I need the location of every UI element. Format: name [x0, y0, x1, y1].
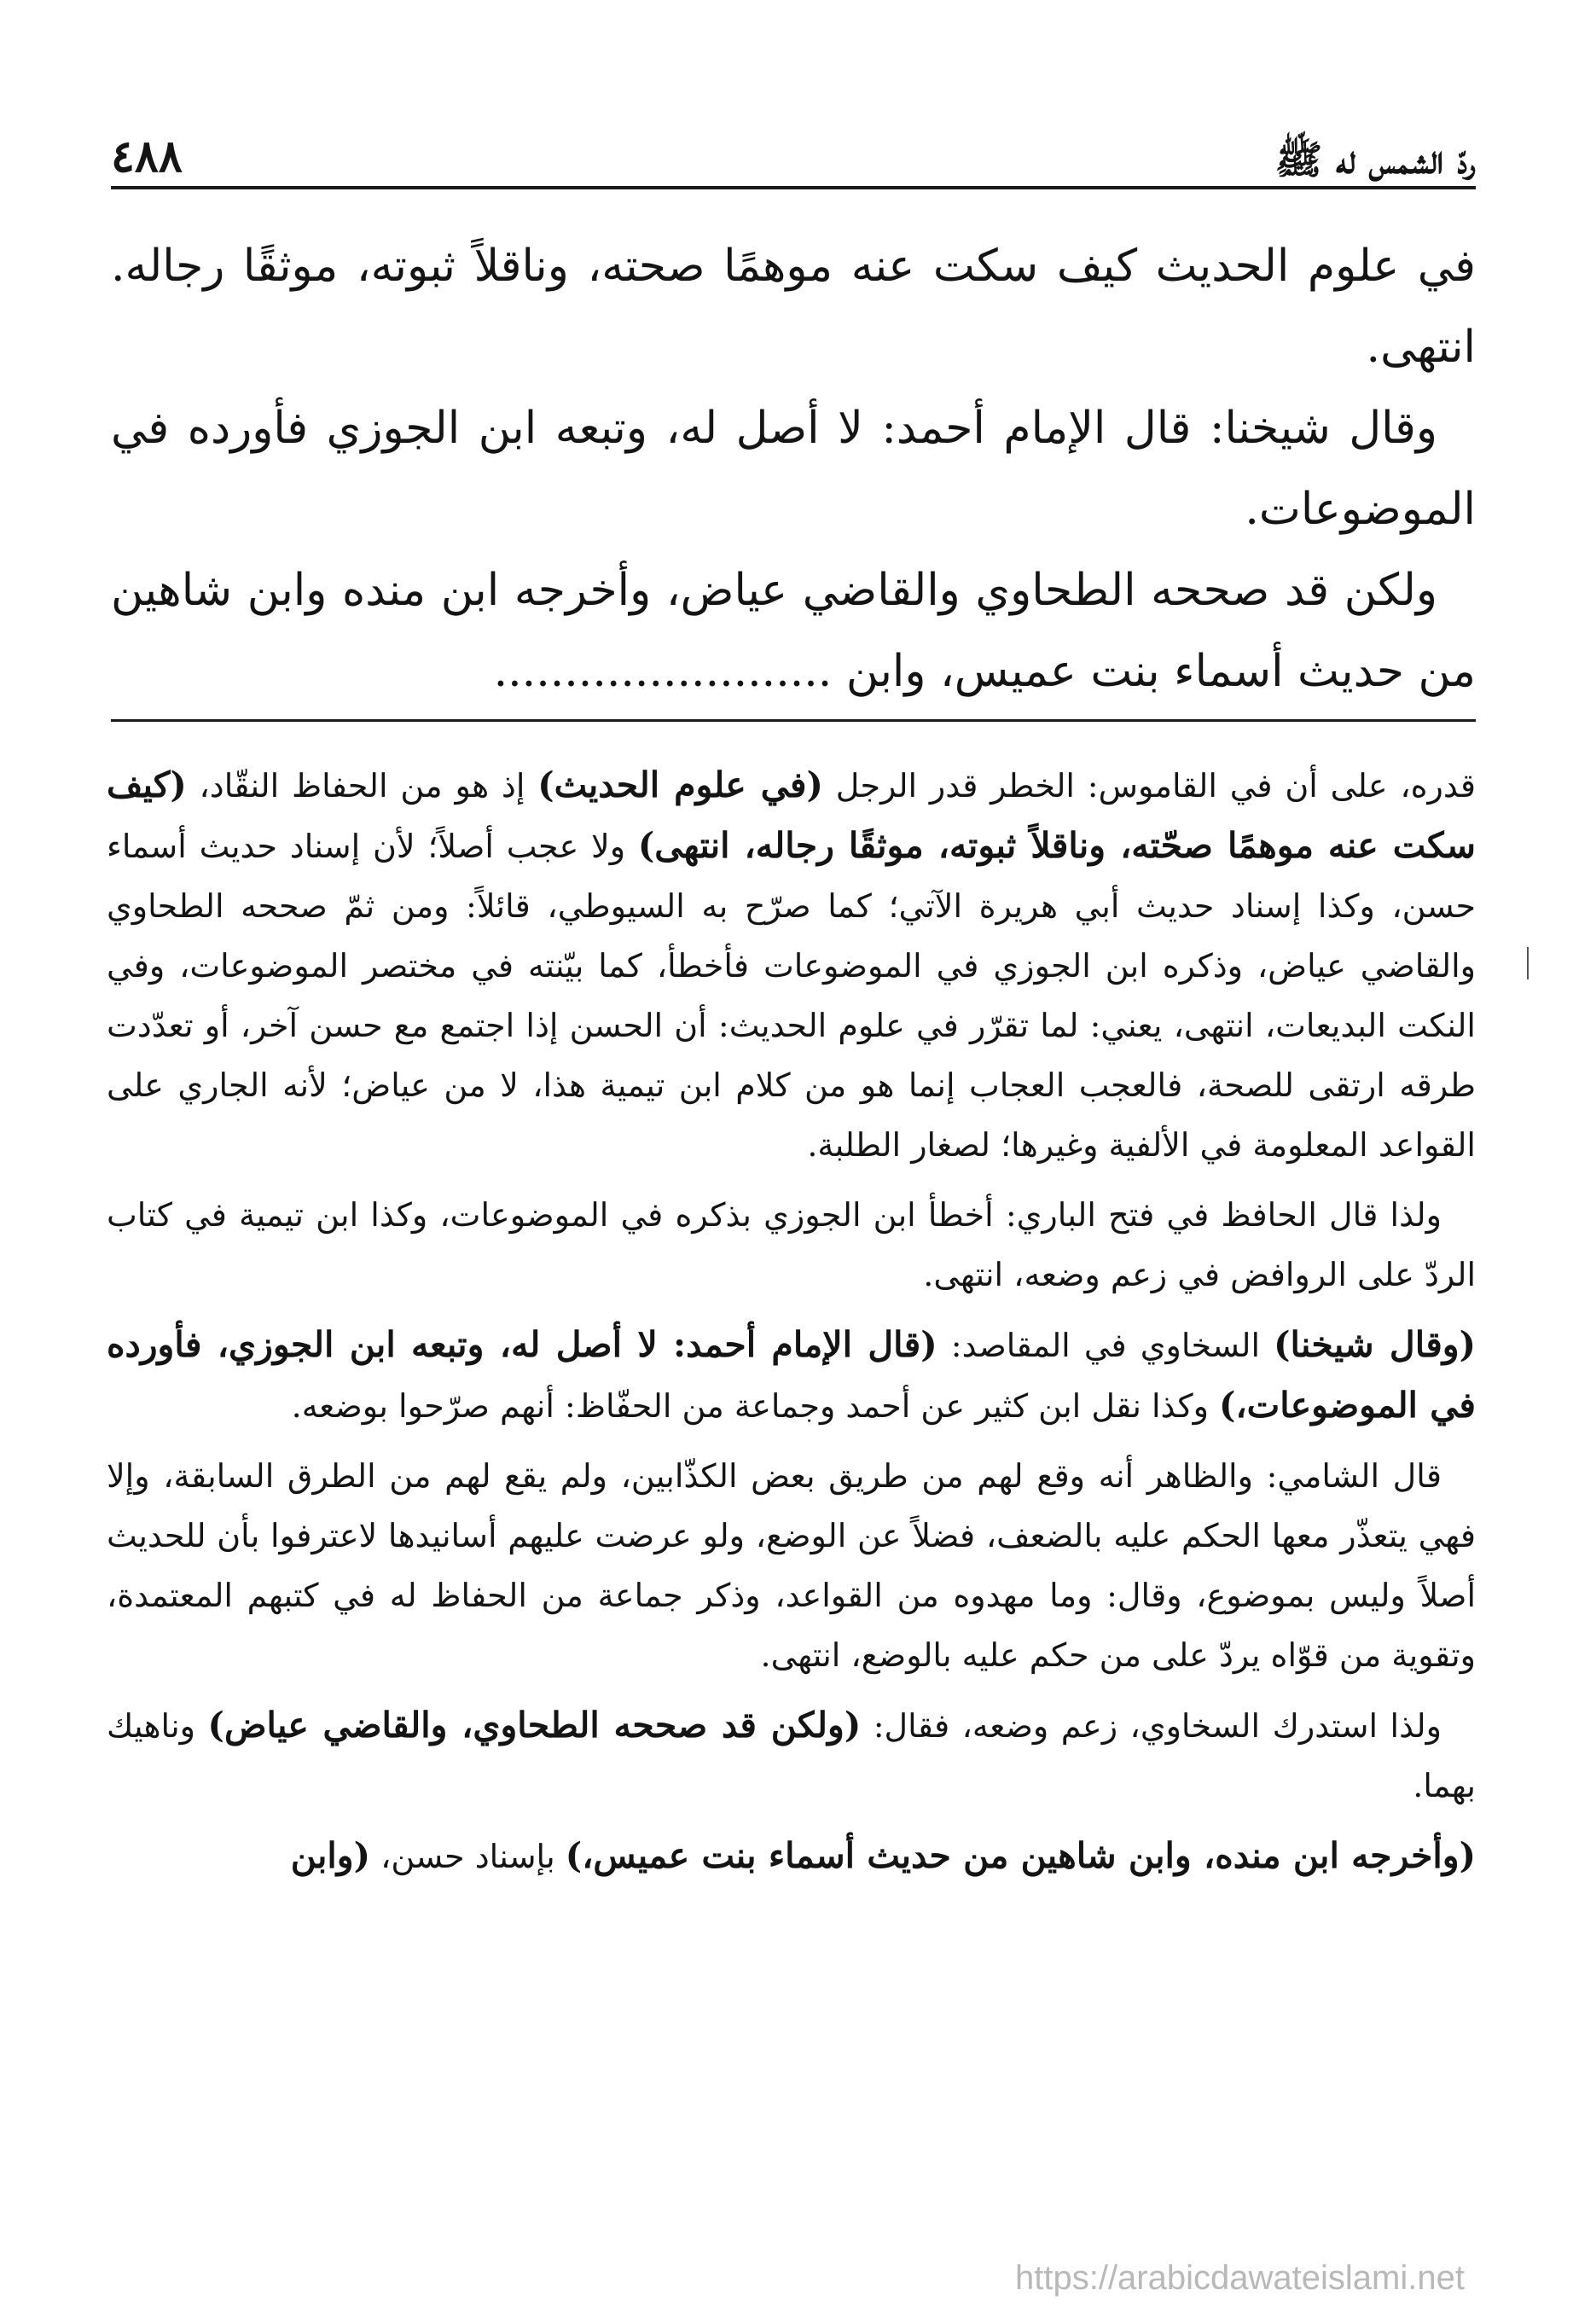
quoted-matn: (وابن	[290, 1835, 371, 1876]
commentary-paragraph-4: قال الشامي: والظاهر أنه وقع لهم من طريق بعض الكذّابين، ولم يقع لهم من الطرق السابقة، وإلا فهي يتعذّر معها الحكم عليه بالضعف، فضلاً عن الوضع، ولو عرضت عليهم أسانيدها لاعترفوا بأن للحديث أصلاً وليس بموضوع، وقال: وما مهدوه من القواعد، وذكر جماعة من الحفاظ له في كتبهم المعتمدة، وتقوية من قوّاه يردّ على من حكم عليه بالوضع، انتهى.	[107, 1457, 1476, 1674]
page-header	[111, 102, 1476, 183]
main-text	[111, 226, 1476, 712]
commentary-text: وكذا نقل ابن كثير عن أحمد وجماعة من الحفّاظ: أنهم صرّحوا بوضعه.	[291, 1387, 1219, 1425]
header-rule	[111, 186, 1476, 189]
main-paragraph-2: وقال شيخنا: قال الإمام أحمد: لا أصل له، وتبعه ابن الجوزي فأورده في الموضوعات.	[111, 403, 1476, 535]
quoted-matn: (ولكن قد صححه الطحاوي، والقاضي عياض)	[207, 1705, 862, 1746]
running-title: ردّ الشمس له ﷺ	[1274, 137, 1476, 183]
commentary-text: ولذا استدرك السخاوي، زعم وضعه، فقال:	[861, 1707, 1442, 1745]
quoted-matn: (وأخرجه ابن منده، وابن شاهين من حديث أسماء بنت عميس،)	[565, 1835, 1476, 1876]
commentary-paragraph-2: ولذا قال الحافظ في فتح الباري: أخطأ ابن الجوزي بذكره في الموضوعات، وكذا ابن تيمية في كتاب الردّ على الروافض في زعم وضعه، انتهى.	[107, 1196, 1476, 1293]
commentary-paragraph-5	[107, 1695, 1476, 1816]
watermark: https://arabicdawateislami.net	[1015, 2259, 1465, 2297]
commentary-text: بإسناد حسن،	[370, 1838, 566, 1875]
page-number: ٤٨٨	[111, 131, 183, 183]
quoted-matn: (قال الإمام أحمد: لا أصل له، وتبعه ابن الجوزي، فأورده في الموضوعات،)	[107, 1324, 1476, 1426]
commentary-paragraph-3	[107, 1315, 1476, 1436]
quoted-matn: (وقال شيخنا)	[1274, 1324, 1477, 1365]
margin-mark	[1527, 947, 1529, 979]
commentary-text: إذ هو من الحفاظ النقّاد،	[186, 767, 538, 805]
commentary-separator-rule	[111, 719, 1476, 722]
main-paragraph-1: في علوم الحديث كيف سكت عنه موهمًا صحته، وناقلاً ثبوته، موثقًا رجاله. انتهى.	[111, 241, 1476, 373]
main-paragraph-3-text: ولكن قد صححه الطحاوي والقاضي عياض، وأخرجه ابن منده وابن شاهين من حديث أسماء بنت عميس، وابن	[111, 565, 1476, 697]
commentary-text: السخاوي في المقاصد:	[937, 1327, 1274, 1364]
commentary	[107, 755, 1476, 1886]
commentary-paragraph-1	[107, 755, 1476, 1175]
commentary-text: ولا عجب أصلاً؛ لأن إسناد حديث أسماء حسن، وكذا إسناد حديث أبي هريرة الآتي؛ كما صرّح به السيوطي، قائلاً: ومن ثمّ صححه الطحاوي والقاضي عياض، وذكره ابن الجوزي في الموضوعات فأخطأ، كما بيّنته في مختصر الموضوعات، وفي النكت البديعات، انتهى، يعني: لما تقرّر في علوم الحديث: أن الحسن إذا اجتمع مع حسن آخر، أو تعدّدت طرقه ارتقى للصحة، فالعجب العجاب إنما هو من كلام ابن تيمية هذا، لا من عياض؛ لأنه الجاري على القواعد المعلومة في الألفية وغيرها؛ لصغار الطلبة.	[107, 828, 1476, 1164]
continuation-dots: ........................	[493, 646, 833, 697]
commentary-paragraph-6	[107, 1826, 1476, 1886]
quoted-matn: (في علوم الحديث)	[537, 764, 823, 805]
commentary-text: وناهيك بهما.	[107, 1707, 1476, 1804]
commentary-text: قدره، على أن في القاموس: الخطر قدر الرجل	[822, 767, 1476, 805]
quoted-matn: (كيف سكت عنه موهمًا صحّته، وناقلاً ثبوته، موثقًا رجاله، انتهى)	[107, 764, 1476, 866]
main-paragraph-3	[111, 550, 1476, 712]
